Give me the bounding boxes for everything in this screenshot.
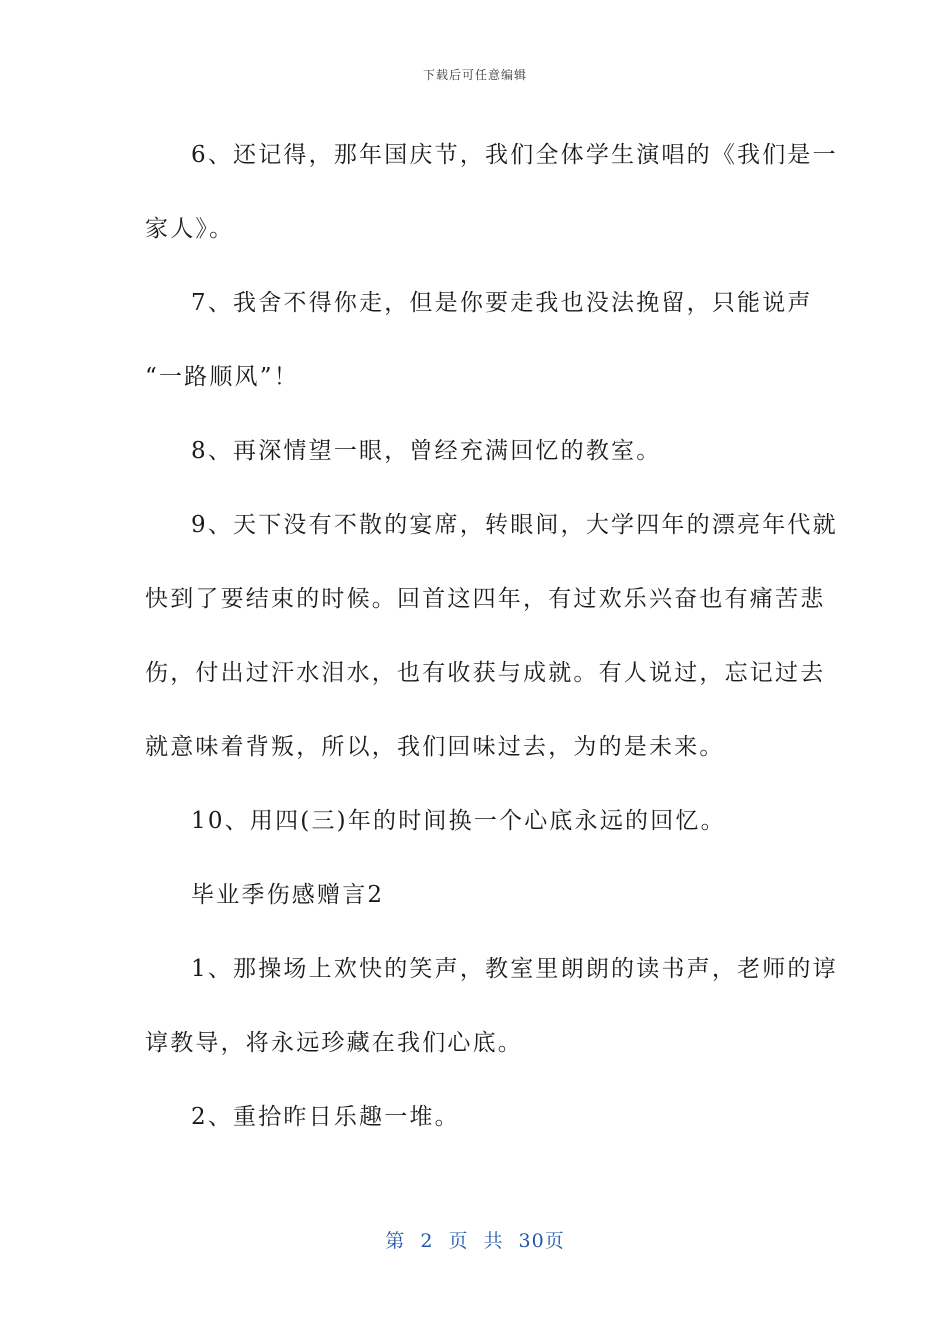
text-line-6: 9、天下没有不散的宴席，转眼间，大学四年的漂亮年代就 bbox=[191, 512, 838, 538]
text-line-1: 6、还记得，那年国庆节，我们全体学生演唱的《我们是一 bbox=[191, 142, 838, 168]
text-line-4: “一路顺风”！ bbox=[145, 364, 299, 390]
text-line-7: 快到了要结束的时候。回首这四年，有过欢乐兴奋也有痛苦悲 bbox=[145, 586, 826, 612]
text-line-5: 8、再深情望一眼，曾经充满回忆的教室。 bbox=[191, 438, 662, 464]
text-line-14: 2、重拾昨日乐趣一堆。 bbox=[191, 1104, 460, 1130]
page-footer: 第 2 页 共 30页 bbox=[385, 1230, 565, 1252]
page-header: 下载后可任意编辑 bbox=[422, 68, 527, 82]
section-heading: 毕业季伤感赠言2 bbox=[191, 882, 385, 908]
text-line-3: 7、我舍不得你走，但是你要走我也没法挽留，只能说声 bbox=[191, 290, 813, 316]
text-line-10: 10、用四(三)年的时间换一个心底永远的回忆。 bbox=[191, 808, 726, 834]
text-line-12: 1、那操场上欢快的笑声，教室里朗朗的读书声，老师的谆 bbox=[191, 956, 838, 982]
text-line-2: 家人》。 bbox=[145, 216, 235, 242]
text-line-8: 伤，付出过汗水泪水，也有收获与成就。有人说过，忘记过去 bbox=[145, 660, 826, 686]
text-line-9: 就意味着背叛，所以，我们回味过去，为的是未来。 bbox=[145, 734, 725, 760]
text-line-13: 谆教导，将永远珍藏在我们心底。 bbox=[145, 1030, 523, 1056]
document-body bbox=[145, 118, 838, 1154]
